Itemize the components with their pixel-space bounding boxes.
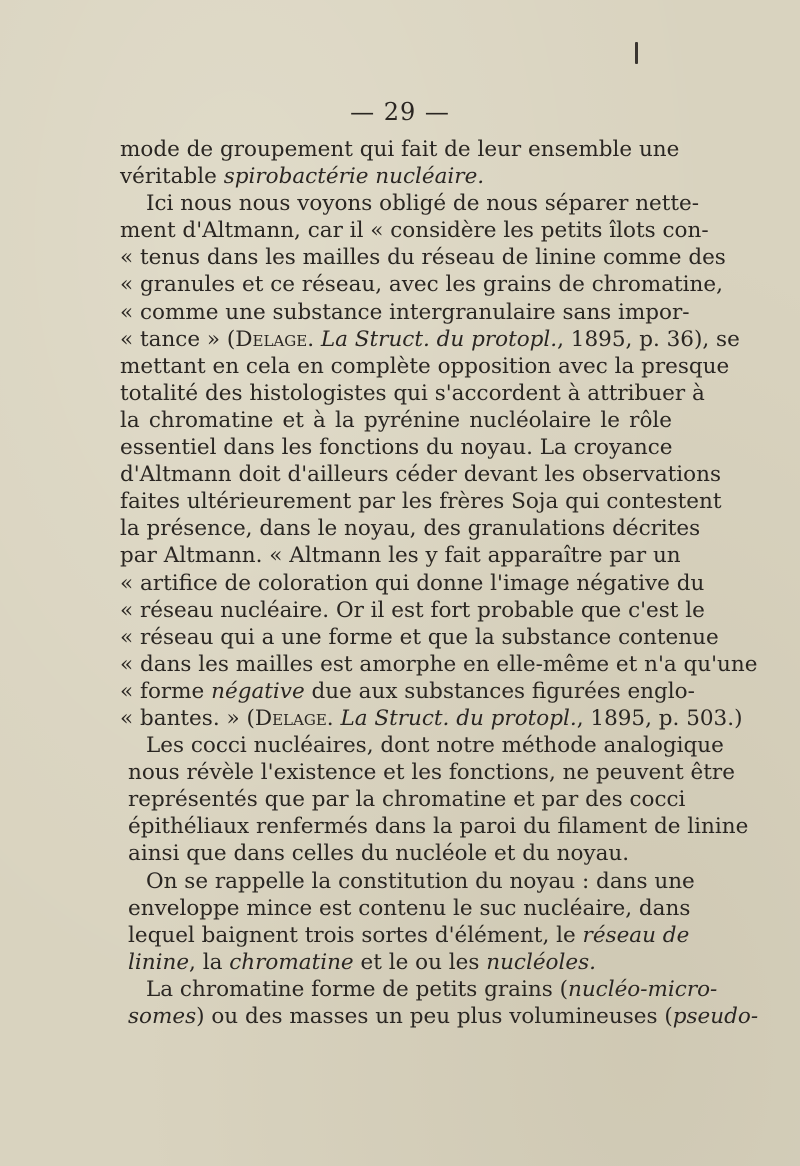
text-line: [120, 299, 690, 326]
text-line: [120, 651, 758, 678]
text-segment: , la: [189, 949, 230, 975]
text-line: [120, 624, 719, 651]
text-segment: par Altmann. « Altmann les y fait apparaître par un: [120, 543, 681, 569]
text-segment: , 1895, p. 503.): [576, 705, 743, 731]
text-segment: mode de groupement qui fait de leur ensemble une: [120, 137, 680, 162]
italic-text: nucléo-micro-: [567, 976, 718, 1002]
text-line: [120, 461, 721, 488]
text-line: [120, 326, 740, 353]
text-line: [120, 380, 705, 407]
italic-text: La Struct. du protopl.: [340, 705, 577, 731]
text-line: [120, 922, 690, 949]
italic-text: réseau de: [582, 922, 690, 948]
text-segment: « réseau qui a une forme et que la substance contenue: [120, 624, 719, 650]
text-segment: « forme: [120, 678, 212, 704]
text-line: [120, 732, 724, 759]
text-line: [120, 895, 691, 922]
text-segment: lequel baignent trois sortes d'élément, le: [128, 922, 583, 948]
text-segment: La chromatine forme de petits grains (: [146, 976, 568, 1002]
text-segment: la présence, dans le noyau, des granulations décrites: [120, 516, 701, 542]
text-line: [120, 163, 672, 190]
text-line: [120, 976, 718, 1003]
text-segment: d'Altmann doit d'ailleurs céder devant les observations: [120, 462, 721, 488]
text-segment: essentiel dans les fonctions du noyau. La croyance: [120, 435, 673, 461]
text-segment: la chromatine et à la pyrénine nucléolaire le rôle: [120, 407, 672, 433]
italic-text: linine: [128, 949, 190, 975]
text-segment: « réseau nucléaire. Or il est fort probable que c'est le: [120, 597, 705, 623]
italic-text: somes: [128, 1004, 197, 1029]
text-line: [120, 217, 709, 244]
text-segment: ment d'Altmann, car il « considère les petits îlots con-: [120, 218, 709, 244]
text-segment: « dans les mailles est amorphe en elle-même et n'a qu'une: [120, 651, 758, 677]
text-line: [120, 190, 700, 217]
text-segment: et le ou les: [353, 949, 487, 975]
text-segment: totalité des histologistes qui s'accordent à attribuer à: [120, 380, 705, 406]
italic-text: La Struct. du protopl.: [320, 326, 558, 352]
text-line: [120, 353, 730, 380]
text-segment: représentés que par la chromatine et par des cocci: [128, 787, 686, 813]
text-line: [120, 840, 672, 867]
italic-text: pseudo-: [672, 1004, 759, 1029]
text-segment: faites ultérieurement par les frères Soja qui contestent: [120, 489, 722, 515]
page-number: — 29 —: [350, 98, 450, 126]
italic-text: chromatine: [229, 949, 354, 975]
text-line: [120, 597, 705, 624]
text-line: [120, 678, 695, 705]
text-line: [120, 515, 701, 542]
text-line: [120, 136, 680, 163]
text-segment: « comme une substance intergranulaire sans impor-: [120, 299, 690, 325]
text-segment: , 1895, p. 36), se: [557, 326, 740, 352]
text-segment: .: [307, 326, 321, 352]
body-text: [120, 136, 759, 1030]
italic-text: négative: [211, 678, 305, 704]
text-segment: due aux substances figurées englo-: [304, 678, 695, 704]
text-segment: véritable: [120, 164, 224, 190]
text-segment: Les cocci nucléaires, dont notre méthode analogique: [146, 733, 724, 759]
text-segment: Ici nous nous voyons obligé de nous séparer nette-: [146, 191, 700, 217]
text-segment: ainsi que dans celles du nucléole et du noyau.: [128, 841, 630, 867]
text-segment: « tenus dans les mailles du réseau de linine comme des: [120, 245, 726, 271]
text-line: [120, 488, 722, 515]
ink-mark: [635, 42, 638, 64]
author-name: Delage: [254, 705, 327, 731]
text-segment: On se rappelle la constitution du noyau : dans une: [146, 868, 695, 894]
text-line: [120, 868, 695, 895]
text-line: [120, 542, 681, 569]
text-line: [120, 813, 749, 840]
text-segment: « bantes. » (: [120, 705, 255, 731]
italic-text: spirobactérie nucléaire.: [223, 164, 485, 190]
text-line: [120, 244, 726, 271]
italic-text: nucléoles.: [486, 949, 596, 975]
text-line: [120, 271, 723, 298]
text-segment: ) ou des masses un peu plus volumineuses (: [196, 1004, 673, 1029]
text-segment: épithéliaux renfermés dans la paroi du filament de linine: [128, 814, 749, 840]
text-line: [120, 786, 686, 813]
text-line: [120, 759, 735, 786]
text-segment: « granules et ce réseau, avec les grains de chromatine,: [120, 272, 723, 298]
author-name: Delage: [235, 326, 308, 352]
text-line: [120, 949, 672, 976]
text-segment: .: [326, 705, 341, 731]
text-segment: enveloppe mince est contenu le suc nucléaire, dans: [128, 895, 691, 921]
text-segment: « artifice de coloration qui donne l'image négative du: [120, 570, 705, 596]
text-line: [120, 434, 672, 461]
text-line: [120, 570, 705, 597]
text-segment: nous révèle l'existence et les fonctions, ne peuvent être: [128, 760, 735, 786]
text-segment: « tance » (: [120, 326, 236, 352]
text-line: [120, 407, 672, 434]
text-segment: mettant en cela en complète opposition avec la presque: [120, 353, 730, 379]
text-line: [120, 1003, 759, 1030]
text-line: [120, 705, 743, 732]
